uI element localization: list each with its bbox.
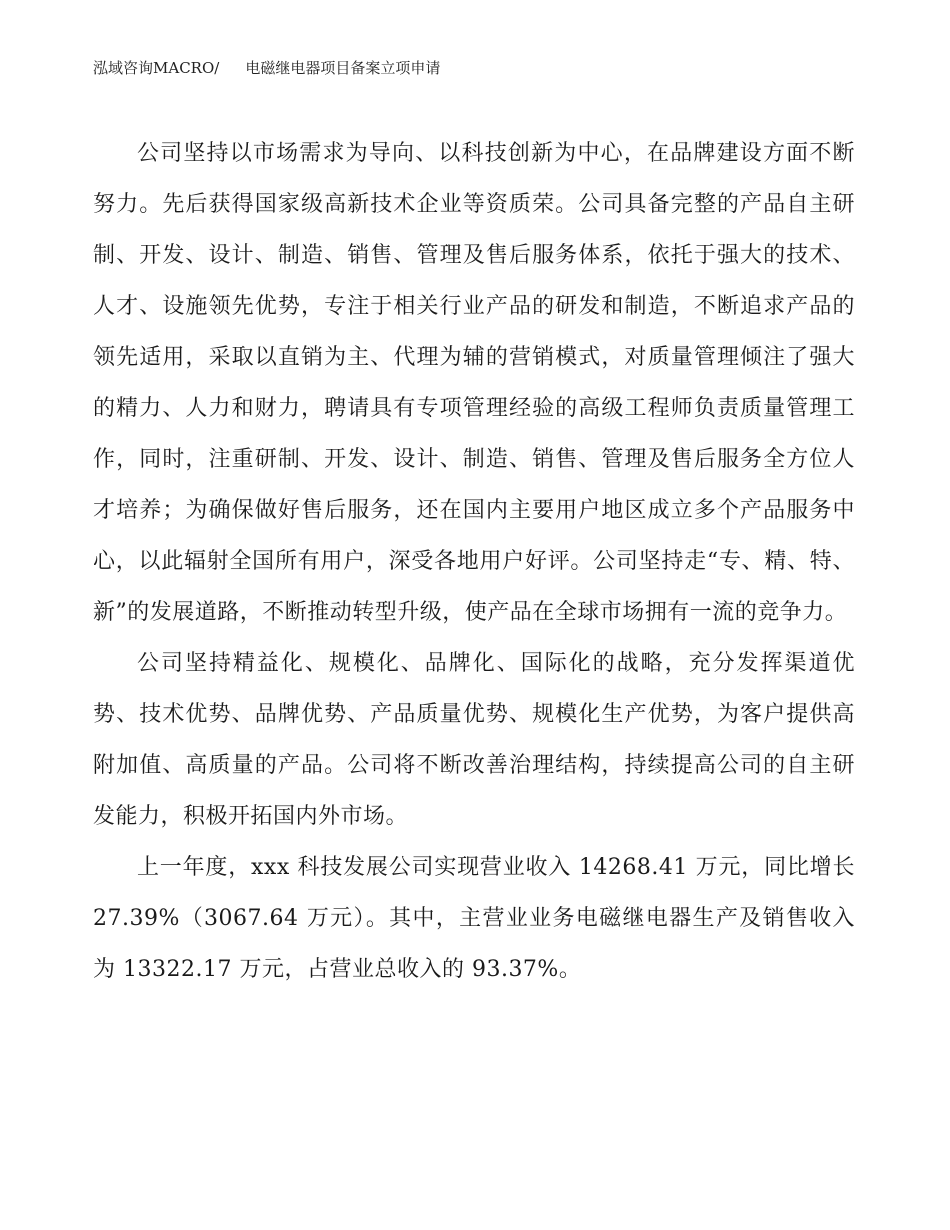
paragraph-revenue: 上一年度，xxx 科技发展公司实现营业收入 14268.41 万元，同比增长 27.39%（3067.64 万元）。其中，主营业业务电磁继电器生产及销售收入为 13322.17 万元，占营业总收入的 93.37%。: [93, 855, 855, 982]
paragraph-company-overview: 公司坚持以市场需求为导向、以科技创新为中心，在品牌建设方面不断努力。先后获得国家级高新技术企业等资质荣。公司具备完整的产品自主研制、开发、设计、制造、销售、管理及售后服务体系，依托于强大的技术、人才、设施领先优势，专注于相关行业产品的研发和制造，不断追求产品的领先适用，采取以直销为主、代理为辅的营销模式，对质量管理倾注了强大的精力、人力和财力，聘请具有专项管理经验的高级工程师负责质量管理工作，同时，注重研制、开发、设计、制造、销售、管理及售后服务全方位人才培养；为确保做好售后服务，还在国内主要用户地区成立多个产品服务中心，以此辐射全国所有用户，深受各地用户好评。公司坚持走“专、精、特、新”的发展道路，不断推动转型升级，使产品在全球市场拥有一流的竞争力。: [93, 141, 855, 625]
paragraph-strategy: 公司坚持精益化、规模化、品牌化、国际化的战略，充分发挥渠道优势、技术优势、品牌优势、产品质量优势、规模化生产优势，为客户提供高附加值、高质量的产品。公司将不断改善治理结构，持续提高公司的自主研发能力，积极开拓国内外市场。: [93, 651, 855, 829]
header-doc-title: 电磁继电器项目备案立项申请: [245, 59, 441, 77]
header-source: 泓域咨询MACRO/: [93, 59, 220, 77]
document-body: [93, 128, 855, 995]
page-header: [93, 58, 440, 78]
